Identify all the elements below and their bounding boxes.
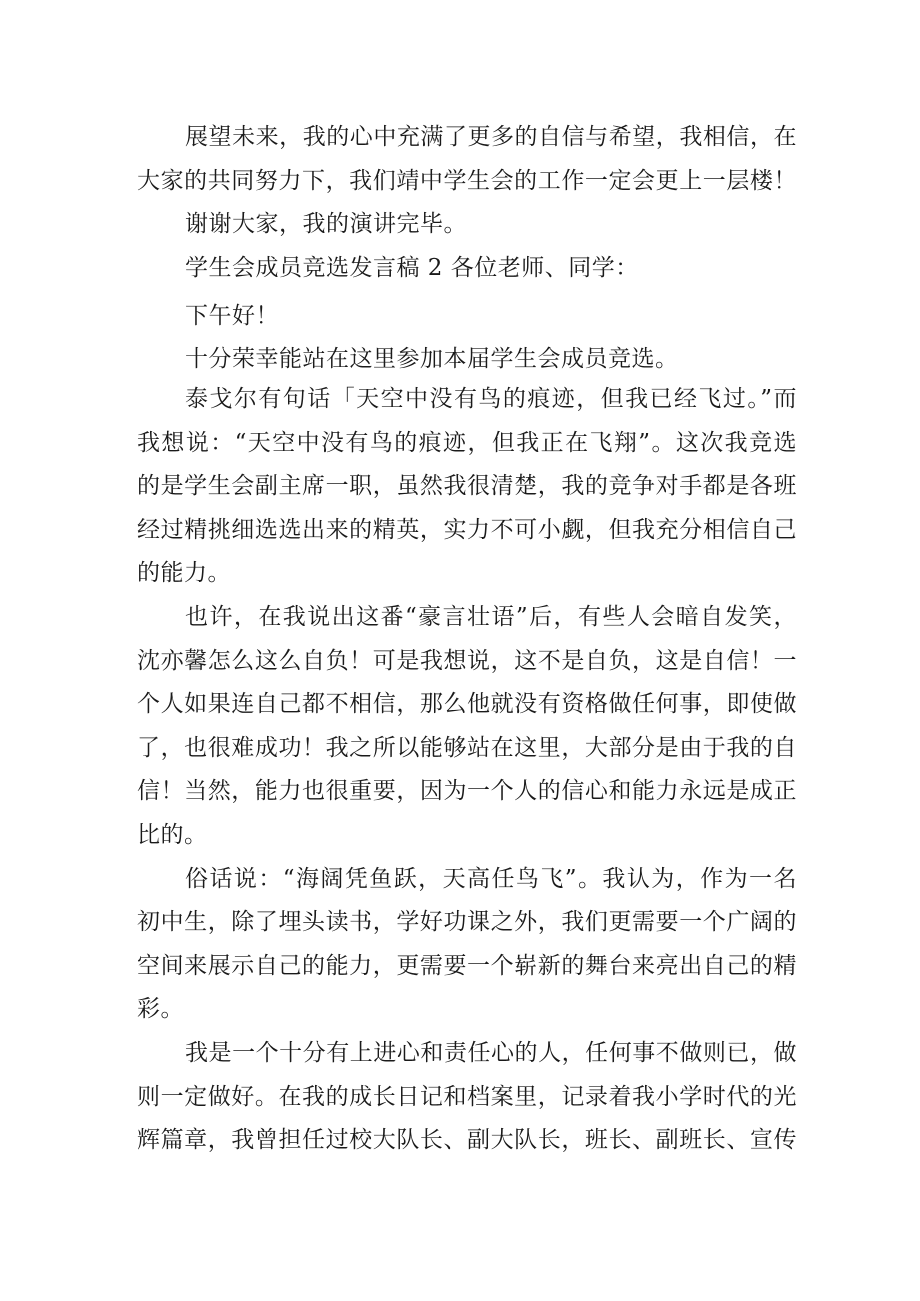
text-line: 个人如果连自己都不相信，那么他就没有资格做任何事，即使做	[137, 691, 797, 717]
text-line: 我是一个十分有上进心和责任心的人，任何事不做则已，做	[185, 1040, 797, 1066]
text-line: 了，也很难成功！我之所以能够站在这里，大部分是由于我的自	[137, 735, 797, 761]
text-line: 沈亦馨怎么这么自负！可是我想说，这不是自负，这是自信！一	[137, 648, 797, 674]
text-line: 谢谢大家，我的演讲完毕。	[185, 211, 467, 237]
text-line: 辉篇章，我曾担任过校大队长、副大队长，班长、副班长、宣传	[137, 1127, 797, 1153]
text-line: 我想说：“天空中没有鸟的痕迹，但我正在飞翔”。这次我竞选	[137, 430, 797, 456]
text-line: 空间来展示自己的能力，更需要一个崭新的舞台来亮出自己的精	[137, 953, 797, 979]
text-line: 也许，在我说出这番“豪言壮语”后，有些人会暗自发笑，	[185, 604, 797, 630]
text-line: 的能力。	[137, 560, 231, 586]
text-line: 经过精挑细选选出来的精英，实力不可小觑，但我充分相信自己	[137, 517, 797, 543]
text-line: 泰戈尔有句话「天空中没有鸟的痕迹，但我已经飞过。”而	[185, 386, 797, 412]
text-line: 的是学生会副主席一职，虽然我很清楚，我的竞争对手都是各班	[137, 473, 797, 499]
text-line: 展望未来，我的心中充满了更多的自信与希望，我相信，在	[185, 124, 797, 150]
text-line: 学生会成员竞选发言稿 2 各位老师、同学：	[185, 255, 639, 281]
text-line: 大家的共同努力下，我们靖中学生会的工作一定会更上一层楼！	[137, 168, 797, 194]
text-line: 彩。	[137, 996, 184, 1022]
text-line: 则一定做好。在我的成长日记和档案里，记录着我小学时代的光	[137, 1084, 797, 1110]
text-line: 信！当然，能力也很重要，因为一个人的信心和能力永远是成正	[137, 778, 797, 804]
text-line: 比的。	[137, 822, 208, 848]
text-line: 十分荣幸能站在这里参加本届学生会成员竞选。	[185, 346, 679, 372]
text-line: 下午好！	[185, 303, 279, 329]
text-line: 初中生，除了埋头读书，学好功课之外，我们更需要一个广阔的	[137, 909, 797, 935]
text-line: 俗话说：“海阔凭鱼跃，天高任鸟飞”。我认为，作为一名	[185, 866, 797, 892]
